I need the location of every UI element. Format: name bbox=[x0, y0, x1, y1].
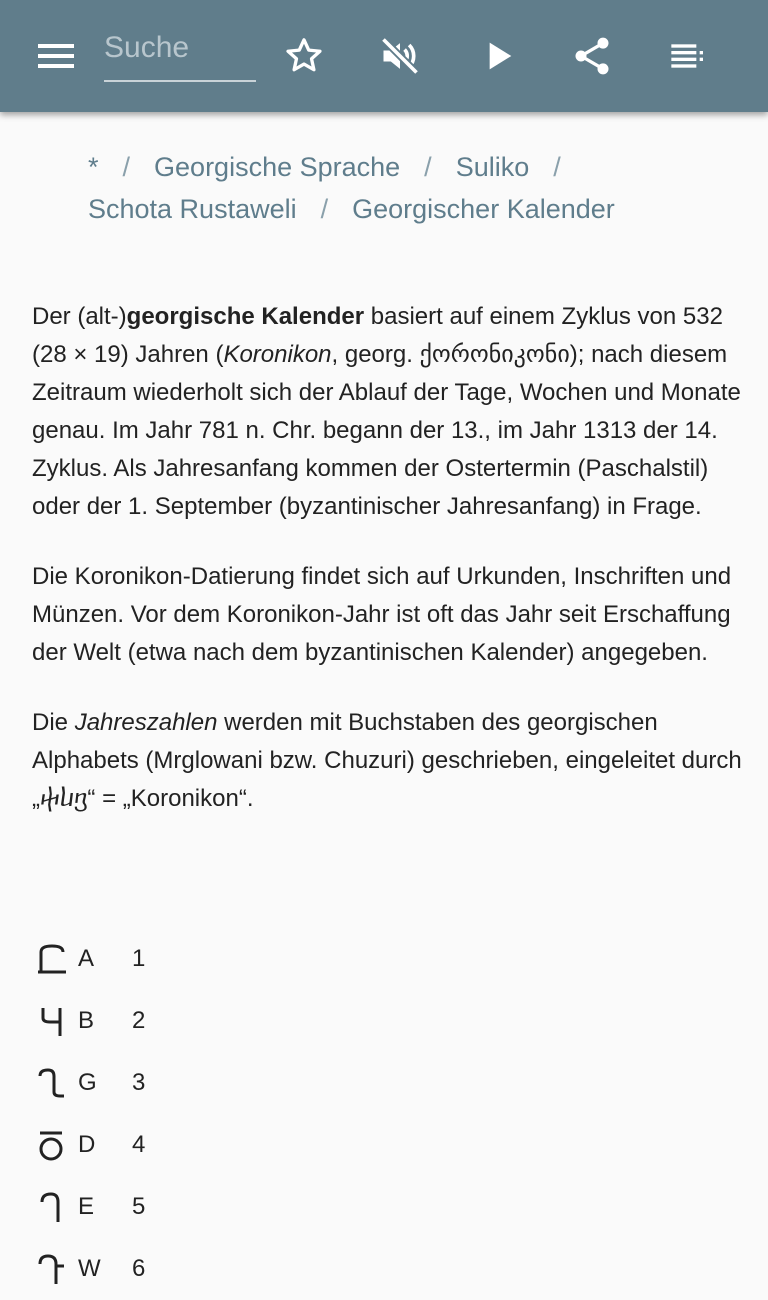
paragraph-intro: Der (alt-)georgische Kalender basiert auf einem Zyklus von 532 (28 × 19) Jahren (Koronikon, georg. ქორონიკონი); nach diesem Zeitraum wiederholt sich der Ablauf der Tage, Wochen und Monate genau. Im Jahr 781 n. Chr. begann der 13., im Jahr 1313 der 14. Zyklus. Als Jahresanfang kommen der Ostertermin (Paschalstil) oder der 1. September (byzantinischer Jahresanfang) in Frage. bbox=[32, 303, 741, 520]
article-content bbox=[32, 298, 742, 850]
search-input[interactable] bbox=[104, 26, 256, 70]
mute-button[interactable] bbox=[372, 28, 428, 84]
menu-icon bbox=[36, 36, 76, 76]
asomtavruli-ban-glyph bbox=[32, 1001, 72, 1041]
breadcrumb-item-schota-rustaweli[interactable]: Schota Rustaweli bbox=[88, 194, 297, 224]
paragraph-datierung: Die Koronikon-Datierung findet sich auf Urkunden, Inschriften und Münzen. Vor dem Koronikon-Jahr ist oft das Jahr seit Erschaffung der Welt (etwa nach dem byzantinischen Kalender) angegeben. bbox=[32, 563, 732, 666]
list-item: D 4 bbox=[32, 1114, 332, 1176]
app-bar bbox=[0, 0, 768, 112]
term-koronikon: Koronikon bbox=[223, 341, 332, 368]
menu-button[interactable] bbox=[28, 28, 84, 84]
play-button[interactable] bbox=[470, 28, 526, 84]
breadcrumb-item-georgische-sprache[interactable]: Georgische Sprache bbox=[154, 152, 401, 182]
play-icon bbox=[478, 36, 518, 76]
star-outline-icon bbox=[282, 34, 326, 78]
list-item: W 6 bbox=[32, 1238, 332, 1300]
list-item: B 2 bbox=[32, 990, 332, 1052]
term-georgischer-kalender: georgische Kalender bbox=[126, 303, 365, 330]
playlist-icon bbox=[668, 36, 708, 76]
volume-off-icon bbox=[378, 34, 422, 78]
paragraph-jahreszahlen: Die Jahreszahlen werden mit Buchstaben des georgischen Alphabets (Mrglowani bzw. Chuzuri) geschrieben, eingeleitet durch „ⴕⴑⴂ“ = „Koronikon“. bbox=[32, 709, 742, 812]
list-item: A 1 bbox=[32, 928, 332, 990]
letter-list bbox=[32, 928, 332, 1300]
list-item: E 5 bbox=[32, 1176, 332, 1238]
playlist-button[interactable] bbox=[660, 28, 716, 84]
list-item: G 3 bbox=[32, 1052, 332, 1114]
asomtavruli-gan-glyph bbox=[32, 1063, 72, 1103]
breadcrumb-separator: / bbox=[424, 152, 432, 182]
term-jahreszahlen: Jahreszahlen bbox=[74, 709, 218, 736]
share-icon bbox=[570, 34, 614, 78]
asomtavruli-en-glyph bbox=[32, 1187, 72, 1227]
breadcrumb-separator: / bbox=[320, 194, 329, 224]
breadcrumb-item-suliko[interactable]: Suliko bbox=[455, 152, 530, 182]
breadcrumb-separator: / bbox=[553, 152, 561, 182]
breadcrumb bbox=[88, 146, 728, 230]
share-button[interactable] bbox=[564, 28, 620, 84]
search-field[interactable] bbox=[104, 26, 256, 82]
breadcrumb-item-root[interactable]: * bbox=[88, 152, 99, 182]
asomtavruli-vin-glyph bbox=[32, 1249, 72, 1289]
breadcrumb-separator: / bbox=[122, 152, 131, 182]
asomtavruli-an-glyph bbox=[32, 939, 72, 979]
breadcrumb-item-georgischer-kalender[interactable]: Georgischer Kalender bbox=[352, 194, 615, 224]
asomtavruli-don-glyph bbox=[32, 1125, 72, 1165]
favorite-button[interactable] bbox=[276, 28, 332, 84]
